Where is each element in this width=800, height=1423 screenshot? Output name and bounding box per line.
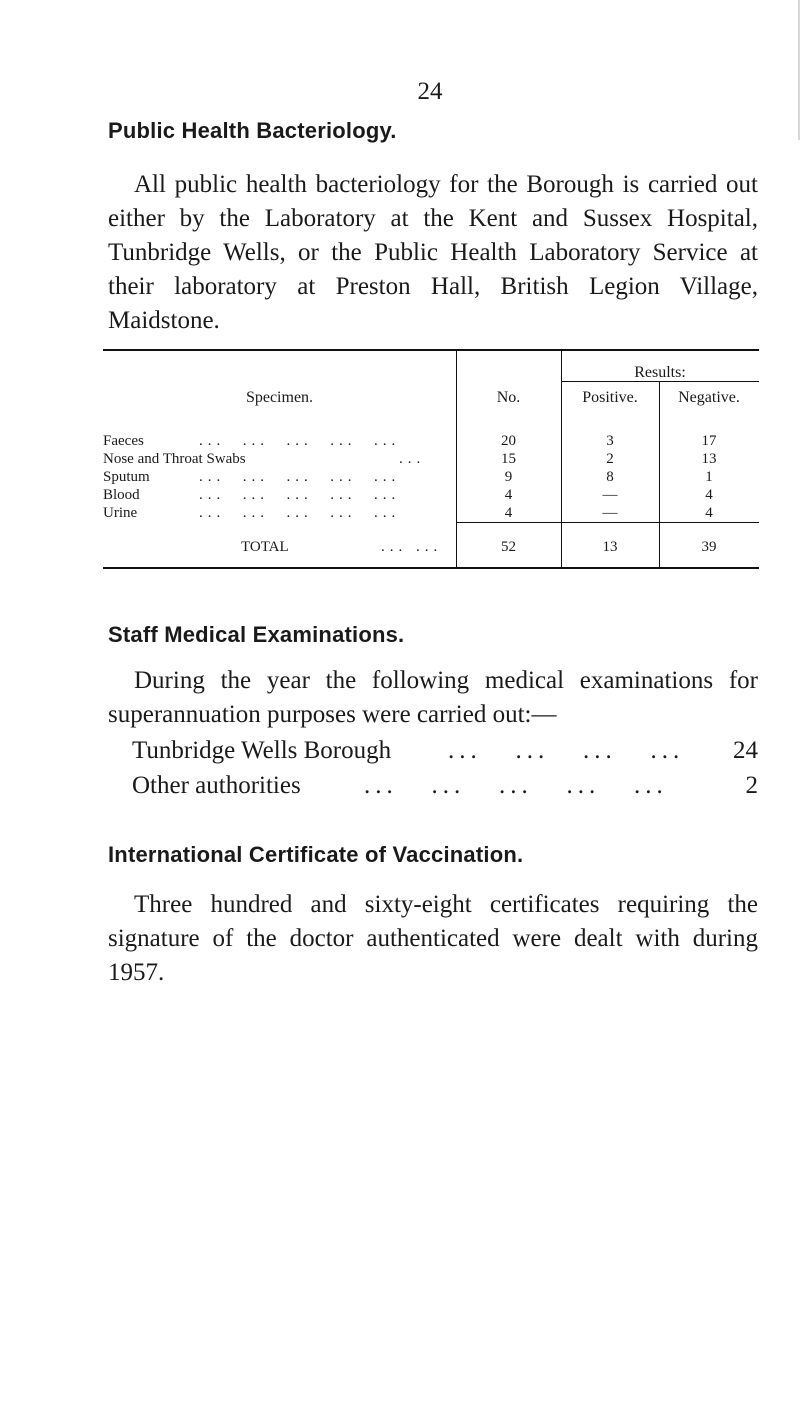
row-no: 20 bbox=[501, 433, 516, 449]
row-no: 9 bbox=[504, 469, 513, 485]
specimen-table bbox=[103, 349, 759, 570]
exam-item bbox=[132, 769, 758, 803]
row-leader: ... ... ... ... ... bbox=[199, 469, 401, 485]
table-top-rule bbox=[103, 349, 759, 351]
row-positive: 3 bbox=[606, 433, 614, 449]
exam-item-label: Tunbridge Wells Borough bbox=[132, 737, 392, 764]
exam-item-value: 2 bbox=[745, 772, 758, 799]
row-negative: 17 bbox=[701, 433, 717, 449]
exam-item-leader: ... ... ... ... bbox=[448, 737, 685, 764]
row-negative: 13 bbox=[701, 451, 717, 467]
bacteriology-paragraph-text: All public health bacteriology for the Borough is carried out either by the Laboratory at the Kent and Sussex Hospital, Tunbridge Wells, or the Public Health Laboratory Service at their laboratory at Preston Hall, British Legion Village, Maidstone. bbox=[108, 171, 758, 334]
total-negative: 39 bbox=[701, 539, 717, 555]
staff-paragraph-text: During the year the following medical examinations for superannuation purposes were carried out:— bbox=[108, 667, 758, 728]
header-positive: Positive. bbox=[582, 389, 638, 406]
row-no: 15 bbox=[501, 451, 516, 467]
row-positive: — bbox=[602, 487, 618, 503]
row-leader: ... ... ... ... ... bbox=[199, 487, 401, 503]
row-specimen: Blood bbox=[103, 487, 140, 503]
row-negative: 4 bbox=[705, 487, 713, 503]
header-specimen: Specimen. bbox=[245, 389, 314, 406]
page-number: 24 bbox=[417, 78, 443, 105]
row-no: 4 bbox=[504, 487, 513, 503]
exam-item-leader: ... ... ... ... ... bbox=[364, 772, 668, 799]
table-bottom-rule bbox=[103, 567, 759, 569]
total-no: 52 bbox=[501, 539, 516, 555]
vaccination-paragraph bbox=[108, 888, 758, 990]
row-negative: 4 bbox=[705, 505, 713, 521]
row-specimen: Urine bbox=[103, 505, 138, 521]
exam-item-label: Other authorities bbox=[132, 772, 301, 799]
row-leader: ... ... ... ... ... bbox=[199, 433, 401, 449]
row-specimen: Faeces bbox=[103, 433, 144, 449]
row-no: 4 bbox=[504, 505, 513, 521]
row-positive: 8 bbox=[606, 469, 614, 485]
total-label: TOTAL bbox=[241, 539, 289, 555]
staff-heading: Staff Medical Examinations. bbox=[108, 622, 405, 647]
row-leader: ... ... ... ... ... bbox=[199, 505, 401, 521]
row-specimen: Nose and Throat Swabs bbox=[103, 451, 246, 467]
total-positive: 13 bbox=[602, 539, 618, 555]
total-rule bbox=[456, 522, 759, 523]
header-negative: Negative. bbox=[678, 389, 740, 406]
row-positive: 2 bbox=[606, 451, 614, 467]
header-results: Results: bbox=[634, 364, 686, 381]
staff-paragraph bbox=[108, 664, 758, 732]
header-no: No. bbox=[496, 389, 521, 406]
row-positive: — bbox=[602, 505, 618, 521]
row-negative: 1 bbox=[705, 469, 713, 485]
row-leader: ... bbox=[399, 451, 426, 467]
row-specimen: Sputum bbox=[103, 469, 150, 485]
bacteriology-paragraph bbox=[108, 168, 758, 338]
bacteriology-heading: Public Health Bacteriology. bbox=[108, 118, 397, 143]
exam-item-value: 24 bbox=[733, 737, 758, 764]
vaccination-heading: International Certificate of Vaccination. bbox=[108, 842, 524, 867]
vaccination-paragraph-text: Three hundred and sixty-eight certificates requiring the signature of the doctor authenticated were dealt with during 1957. bbox=[108, 891, 758, 986]
exam-item bbox=[132, 734, 758, 768]
total-leader: ... ... bbox=[381, 539, 443, 555]
